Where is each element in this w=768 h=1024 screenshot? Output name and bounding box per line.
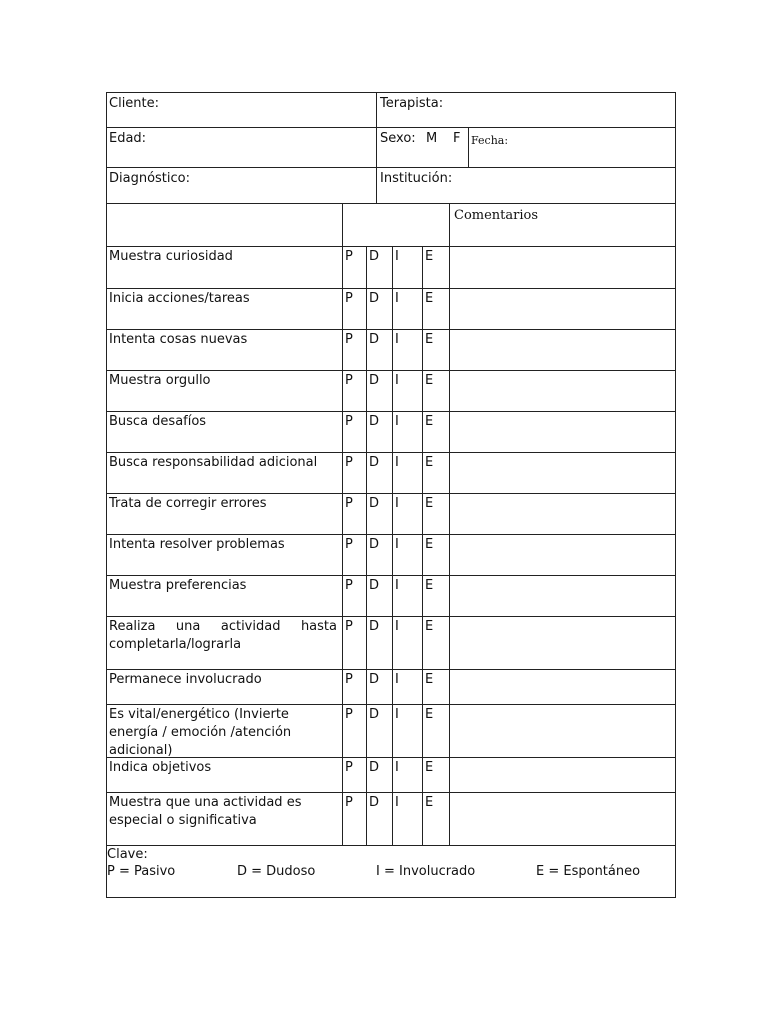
option-p[interactable]: P bbox=[345, 795, 353, 810]
option-d[interactable]: D bbox=[369, 619, 380, 634]
key-dudoso: D = Dudoso bbox=[237, 864, 316, 879]
option-p[interactable]: P bbox=[345, 455, 353, 470]
option-d[interactable]: D bbox=[369, 537, 380, 552]
item-label: Es vital/energético (Invierte energía / emoción /atención adicional) bbox=[109, 707, 292, 758]
option-p[interactable]: P bbox=[345, 619, 353, 634]
comentarios-header: Comentarios bbox=[454, 208, 539, 223]
item-label: Inicia acciones/tareas bbox=[109, 291, 250, 306]
option-e[interactable]: E bbox=[425, 672, 434, 687]
option-d[interactable]: D bbox=[369, 496, 380, 511]
item-label: Permanece involucrado bbox=[109, 672, 262, 687]
option-d[interactable]: D bbox=[369, 760, 380, 775]
option-p[interactable]: P bbox=[345, 249, 353, 264]
option-d[interactable]: D bbox=[369, 707, 380, 722]
option-p[interactable]: P bbox=[345, 332, 353, 347]
sexo-label: Sexo: bbox=[380, 131, 416, 146]
key-espontaneo: E = Espontáneo bbox=[536, 864, 641, 879]
option-p[interactable]: P bbox=[345, 578, 353, 593]
item-label: Realiza una actividad hasta completarla/lograrla bbox=[109, 619, 337, 652]
option-i[interactable]: I bbox=[395, 249, 399, 264]
option-e[interactable]: E bbox=[425, 795, 434, 810]
option-i[interactable]: I bbox=[395, 795, 399, 810]
option-i[interactable]: I bbox=[395, 707, 399, 722]
option-i[interactable]: I bbox=[395, 455, 399, 470]
option-i[interactable]: I bbox=[395, 619, 399, 634]
option-d[interactable]: D bbox=[369, 795, 380, 810]
border-bottom bbox=[106, 897, 676, 898]
option-i[interactable]: I bbox=[395, 578, 399, 593]
option-e[interactable]: E bbox=[425, 537, 434, 552]
option-d[interactable]: D bbox=[369, 332, 380, 347]
key-title: Clave: bbox=[107, 847, 148, 862]
option-e[interactable]: E bbox=[425, 496, 434, 511]
item-label: Busca responsabilidad adicional bbox=[109, 455, 318, 470]
terapista-label: Terapista: bbox=[380, 96, 444, 111]
option-e[interactable]: E bbox=[425, 619, 434, 634]
option-i[interactable]: I bbox=[395, 672, 399, 687]
option-e[interactable]: E bbox=[425, 414, 434, 429]
option-i[interactable]: I bbox=[395, 414, 399, 429]
option-d[interactable]: D bbox=[369, 291, 380, 306]
edad-label: Edad: bbox=[109, 131, 147, 146]
option-p[interactable]: P bbox=[345, 760, 353, 775]
option-d[interactable]: D bbox=[369, 455, 380, 470]
option-e[interactable]: E bbox=[425, 578, 434, 593]
option-e[interactable]: E bbox=[425, 760, 434, 775]
option-d[interactable]: D bbox=[369, 414, 380, 429]
cliente-label: Cliente: bbox=[109, 96, 160, 111]
option-d[interactable]: D bbox=[369, 373, 380, 388]
option-p[interactable]: P bbox=[345, 707, 353, 722]
option-p[interactable]: P bbox=[345, 537, 353, 552]
border-right bbox=[675, 92, 676, 898]
option-e[interactable]: E bbox=[425, 332, 434, 347]
diagnostico-label: Diagnóstico: bbox=[109, 171, 190, 186]
sexo-f-option: F bbox=[453, 131, 461, 146]
option-d[interactable]: D bbox=[369, 672, 380, 687]
option-e[interactable]: E bbox=[425, 707, 434, 722]
option-e[interactable]: E bbox=[425, 455, 434, 470]
fecha-label: Fecha: bbox=[471, 134, 509, 147]
option-p[interactable]: P bbox=[345, 672, 353, 687]
option-i[interactable]: I bbox=[395, 373, 399, 388]
item-label: Busca desafíos bbox=[109, 414, 207, 429]
option-e[interactable]: E bbox=[425, 249, 434, 264]
option-i[interactable]: I bbox=[395, 332, 399, 347]
item-label: Muestra que una actividad es especial o significativa bbox=[109, 795, 302, 828]
assessment-form bbox=[106, 92, 676, 898]
option-i[interactable]: I bbox=[395, 496, 399, 511]
item-label: Intenta cosas nuevas bbox=[109, 332, 248, 347]
key-pasivo: P = Pasivo bbox=[107, 864, 176, 879]
option-e[interactable]: E bbox=[425, 373, 434, 388]
institucion-label: Institución: bbox=[380, 171, 453, 186]
option-p[interactable]: P bbox=[345, 414, 353, 429]
item-label: Intenta resolver problemas bbox=[109, 537, 285, 552]
option-i[interactable]: I bbox=[395, 760, 399, 775]
item-label: Muestra orgullo bbox=[109, 373, 211, 388]
item-label: Indica objetivos bbox=[109, 760, 212, 775]
option-p[interactable]: P bbox=[345, 496, 353, 511]
option-d[interactable]: D bbox=[369, 578, 380, 593]
option-i[interactable]: I bbox=[395, 291, 399, 306]
option-e[interactable]: E bbox=[425, 291, 434, 306]
item-label: Trata de corregir errores bbox=[109, 496, 267, 511]
sexo-m-option: M bbox=[426, 131, 438, 146]
option-p[interactable]: P bbox=[345, 291, 353, 306]
option-p[interactable]: P bbox=[345, 373, 353, 388]
item-label: Muestra curiosidad bbox=[109, 249, 233, 264]
option-d[interactable]: D bbox=[369, 249, 380, 264]
item-label: Muestra preferencias bbox=[109, 578, 247, 593]
option-i[interactable]: I bbox=[395, 537, 399, 552]
key-involucrado: I = Involucrado bbox=[376, 864, 476, 879]
